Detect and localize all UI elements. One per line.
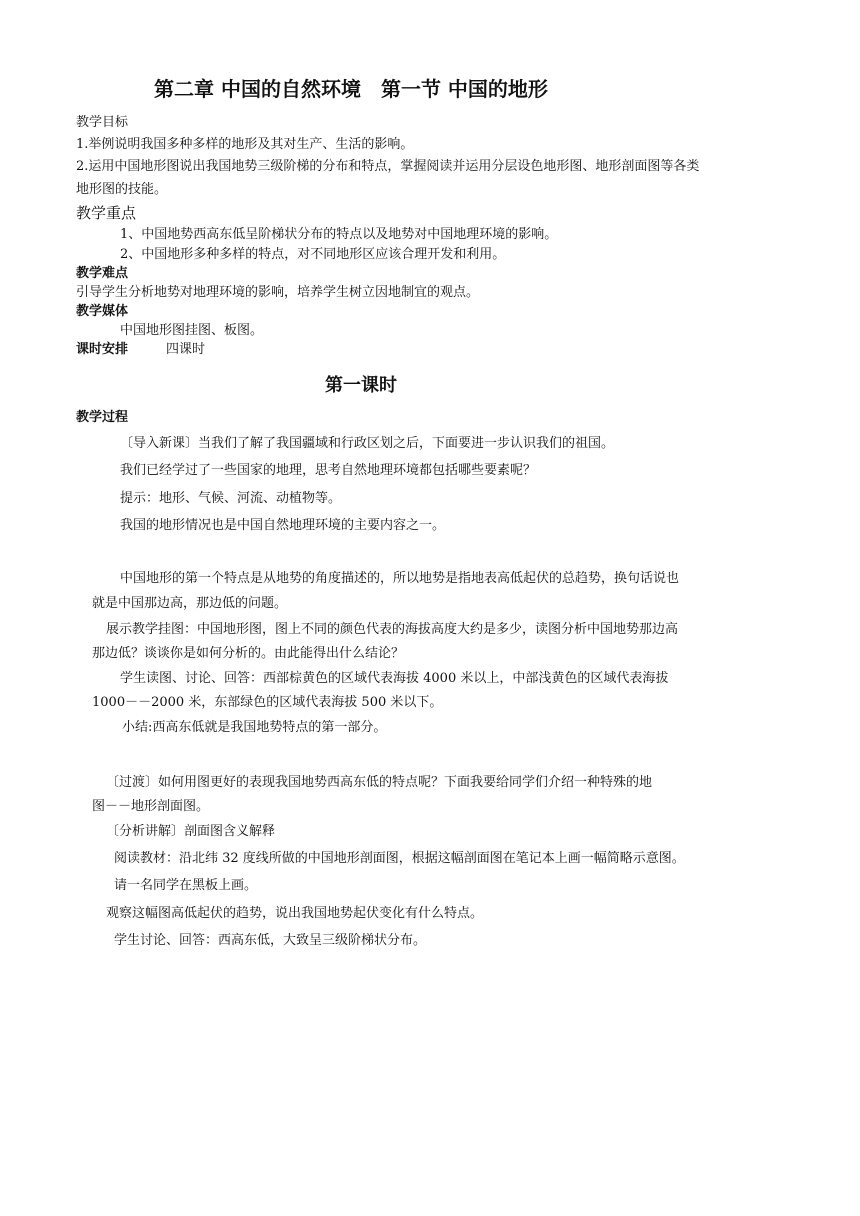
difficulty-text: 引导学生分析地势对地理环境的影响，培养学生树立因地制宜的观点。 bbox=[76, 285, 480, 300]
process-line: 学生读图、讨论、回答：西部棕黄色的区域代表海拔 4000 米以上，中部浅黄色的区域代表海拔 bbox=[120, 671, 669, 686]
process-line: 中国地形的第一个特点是从地势的角度描述的，所以地势是指地表高低起伏的总趋势，换句话说也 bbox=[120, 571, 680, 586]
process-line: 那边低？谈谈你是如何分析的。由此能得出什么结论？ bbox=[92, 646, 405, 661]
key-points-heading: 教学重点 bbox=[76, 204, 137, 222]
process-line: 〔过渡〕如何用图更好的表现我国地势西高东低的特点呢？下面我要给同学们介绍一种特殊的地 bbox=[106, 775, 653, 790]
process-line: 图－－地形剖面图。 bbox=[92, 799, 210, 814]
schedule-heading: 课时安排 bbox=[76, 342, 129, 357]
media-heading: 教学媒体 bbox=[76, 304, 129, 319]
process-line: 〔导入新课〕当我们了解了我国疆域和行政区划之后，下面要进一步认识我们的祖国。 bbox=[120, 436, 615, 451]
difficulty-heading: 教学难点 bbox=[76, 266, 129, 281]
process-line: 学生讨论、回答：西高东低，大致呈三级阶梯状分布。 bbox=[114, 933, 427, 948]
process-line: 展示教学挂图：中国地形图，图上不同的颜色代表的海拔高度大约是多少，读图分析中国地势那边高 bbox=[106, 622, 679, 637]
process-line: 我们已经学过了一些国家的地理，思考自然地理环境都包括哪些要素呢？ bbox=[120, 463, 537, 478]
process-line: 请一名同学在黑板上画。 bbox=[114, 878, 258, 893]
process-line: 提示：地形、气候、河流、动植物等。 bbox=[120, 491, 342, 506]
process-line: 1000－－2000 米，东部绿色的区域代表海拔 500 米以下。 bbox=[92, 695, 443, 710]
process-heading: 教学过程 bbox=[76, 410, 129, 425]
process-line: 就是中国那边高，那边低的问题。 bbox=[92, 596, 288, 611]
document-title: 第二章 中国的自然环境 第一节 中国的地形 bbox=[154, 77, 548, 101]
key-point-item: 2、中国地形多种多样的特点，对不同地形区应该合理开发和利用。 bbox=[120, 247, 506, 262]
objective-item: 地形图的技能。 bbox=[76, 182, 168, 197]
objective-item: 2.运用中国地形图说出我国地势三级阶梯的分布和特点，掌握阅读并运用分层设色地形图、地形剖面图等各类 bbox=[76, 159, 700, 174]
objective-item: 1.举例说明我国多种多样的地形及其对生产、生活的影响。 bbox=[76, 137, 414, 152]
process-line: 小结:西高东低就是我国地势特点的第一部分。 bbox=[122, 720, 387, 735]
process-line: 观察这幅图高低起伏的趋势，说出我国地势起伏变化有什么特点。 bbox=[106, 906, 484, 921]
process-line: 我国的地形情况也是中国自然地理环境的主要内容之一。 bbox=[120, 518, 446, 533]
lesson-title: 第一课时 bbox=[325, 375, 397, 396]
key-point-item: 1、中国地势西高东低呈阶梯状分布的特点以及地势对中国地理环境的影响。 bbox=[120, 227, 558, 242]
objectives-heading: 教学目标 bbox=[76, 115, 129, 130]
process-line: 〔分析讲解〕剖面图含义解释 bbox=[106, 824, 276, 839]
media-text: 中国地形图挂图、板图。 bbox=[120, 323, 264, 338]
schedule-text: 四课时 bbox=[166, 342, 206, 357]
process-line: 阅读教材：沿北纬 32 度线所做的中国地形剖面图，根据这幅剖面图在笔记本上画一幅简略示意图。 bbox=[114, 851, 685, 866]
